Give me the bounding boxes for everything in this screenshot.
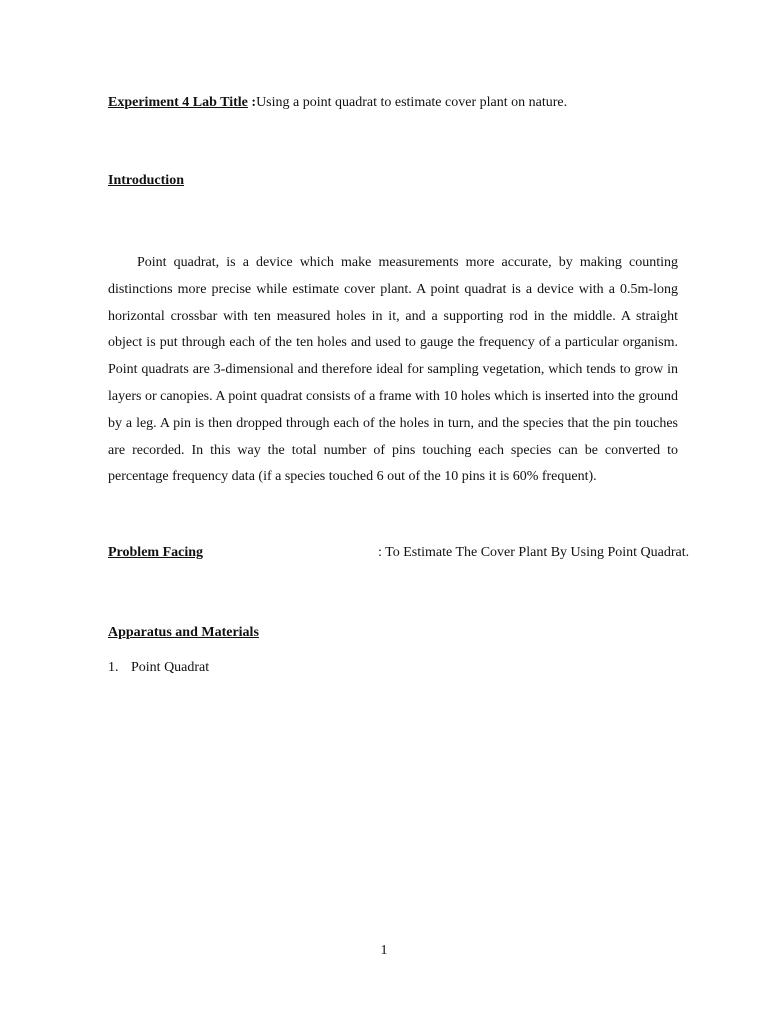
- introduction-heading: Introduction: [108, 173, 184, 188]
- introduction-paragraph: Point quadrat, is a device which make measurements more accurate, by making counting distinctions more precise while estimate cover plant. A point quadrat is a device with a 0.5m-long horizontal crossbar with ten measured holes in it, and a supporting rod in the middle. A straight object is put through each of the ten holes and used to gauge the frequency of a particular organism. Point quadrats are 3-dimensional and therefore ideal for sampling vegetation, which tends to grow in layers or canopies. A point quadrat consists of a frame with 10 holes which is inserted into the ground by a leg. A pin is then dropped through each of the holes in turn, and the species that the pin touches are recorded. In this way the total number of pins touching each species can be converted to percentage frequency data (if a species touched 6 out of the 10 pins it is 60% frequent).: [108, 255, 678, 485]
- lab-title-colon: :: [247, 95, 257, 110]
- list-item-label: Point Quadrat: [131, 660, 210, 675]
- lab-title-text: Using a point quadrat to estimate cover plant on nature.: [256, 95, 568, 110]
- list-item-number: 1.: [108, 660, 119, 675]
- lab-title-line: [108, 95, 567, 111]
- problem-facing-text: : To Estimate The Cover Plant By Using Point Quadrat.: [378, 545, 690, 560]
- apparatus-heading: Apparatus and Materials: [108, 625, 259, 640]
- lab-title-label: Experiment 4 Lab Title: [108, 95, 248, 110]
- apparatus-list-item: [108, 660, 209, 676]
- page-number: 1: [380, 943, 388, 958]
- problem-facing-line: [108, 545, 690, 561]
- problem-facing-heading: Problem Facing: [108, 545, 204, 560]
